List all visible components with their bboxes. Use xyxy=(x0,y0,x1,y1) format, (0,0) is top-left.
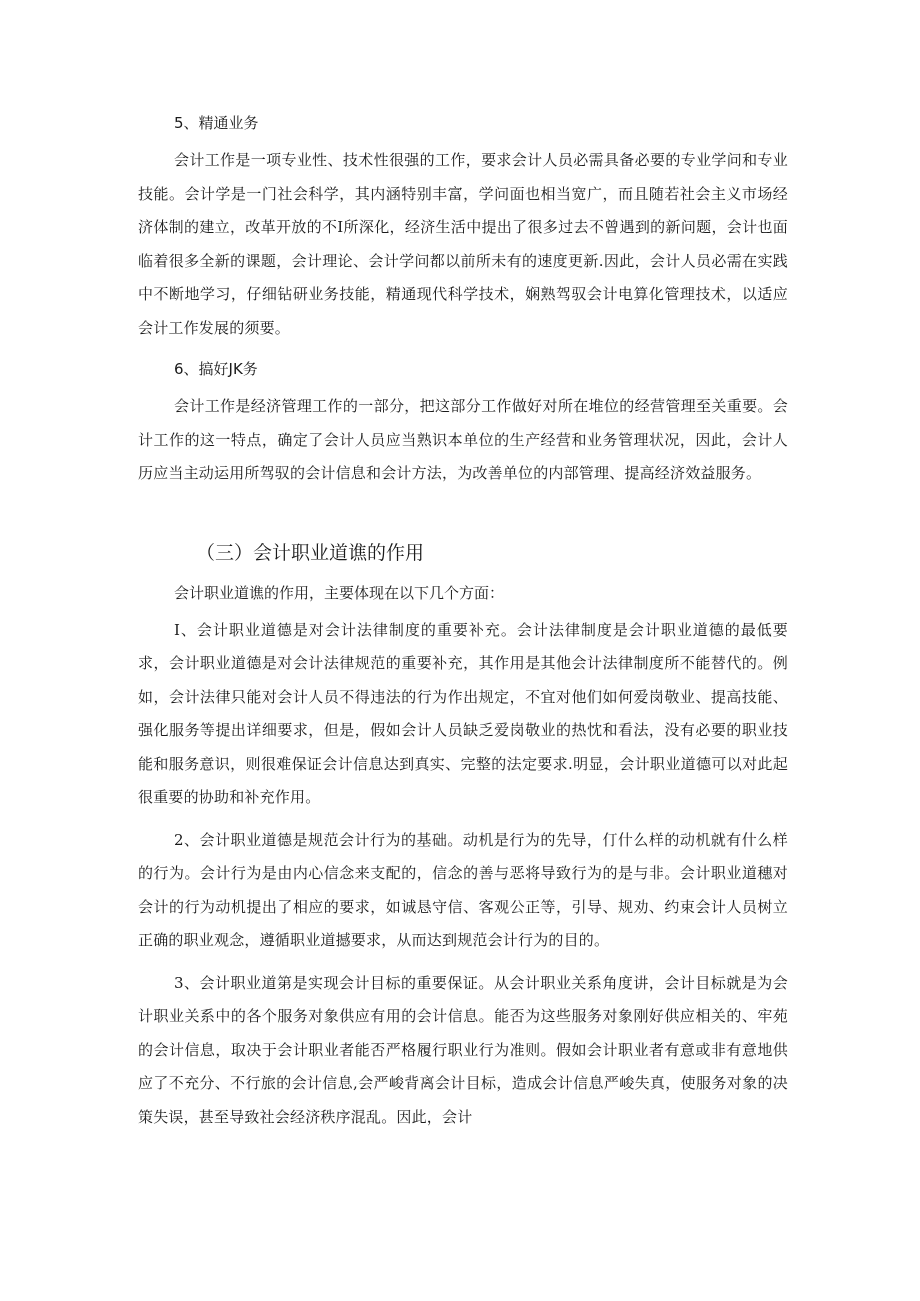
part-3-item-1: I、会计职业道德是对会计法律制度的重要补充。会计法律制度是会计职业道德的最低要求，会计职业道德是对会计法律规范的重要补充，其作用是其他会计法律制度所不能替代的。例如，会计法律只能对会计人员不得违法的行为作出规定，不宜对他们如何爱岗敬业、提高技能、强化服务等提出详细要求，但是，假如会计人员缺乏爱岗敬业的热忱和看法，没有必要的职业技能和服务意识，则很难保证会计信息达到真实、完整的法定要求.明显，会计职业道德可以对此起很重要的协助和补充作用。 xyxy=(138,620,788,806)
part-3-title: （三）会计职业道谯的作用 xyxy=(196,541,425,564)
section-5-heading: 5、精通业务 xyxy=(174,114,259,132)
section-6-heading: 6、搞好JK务 xyxy=(174,360,258,378)
page-content xyxy=(138,108,788,1143)
section-6-paragraph: 会计工作是经济管理工作的一部分，把这部分工作做好对所在堆位的经营管理至关重要。会计工作的这一特点，确定了会计人员应当熟识本单位的生产经营和业务管理状况，因此，会计人历应当主动运用所驾驭的会计信息和会计方法，为改善单位的内部管理、提高经济效益服务。 xyxy=(138,397,788,482)
section-5-paragraph: 会计工作是一项专业性、技术性很强的工作，要求会计人员必需具备必要的专业学问和专业技能。会计学是一门社会科学，其内涵特别丰富，学问面也相当宽广，而且随若社会主义市场经济体制的建立，改革开放的不I所深化，经济生活中提出了很多过去不曾遇到的新问题，会计也面临着很多全新的课题，会计理论、会计学问都以前所未有的速度更新.因此，会计人员必需在实践中不断地学习，仔细钻研业务技能，精通现代科学技术，娴熟驾驭会计电算化管理技术，以适应会计工作发展的须要。 xyxy=(138,151,788,337)
part-3-item-3: 3、会计职业道第是实现会计目标的重要保证。从会计职业关系角度讲，会计目标就是为会计职业关系中的各个服务对象供应有用的会计信息。能否为这些服务对象刚好供应相关的、牢苑的会计信息，取决于会计职业者能否严格履行职业行为准则。假如会计职业者有意或非有意地供应了不充分、不行旅的会计信息,会严峻背离会计目标，造成会计信息严峻失真，使服务对象的决策失误，甚至导致社会经济秩序混乱。因此，会计 xyxy=(138,973,788,1126)
part-3-item-2: 2、会计职业道德是规范会计行为的基础。动机是行为的先导，仃什么样的动机就有什么样的行为。会计行为是由内心信念来支配的，信念的善与恶将导致行为的是与非。会计职业道穗对会计的行为动机提出了相应的要求，如诚恳守信、客观公正等，引导、规劝、约束会计人员树立正确的职业观念，遵循职业道撼要求，从而达到规范会计行为的目的。 xyxy=(138,830,788,949)
part-3-lead: 会计职业道谯的作用，主要体现在以下几个方面： xyxy=(174,583,505,602)
